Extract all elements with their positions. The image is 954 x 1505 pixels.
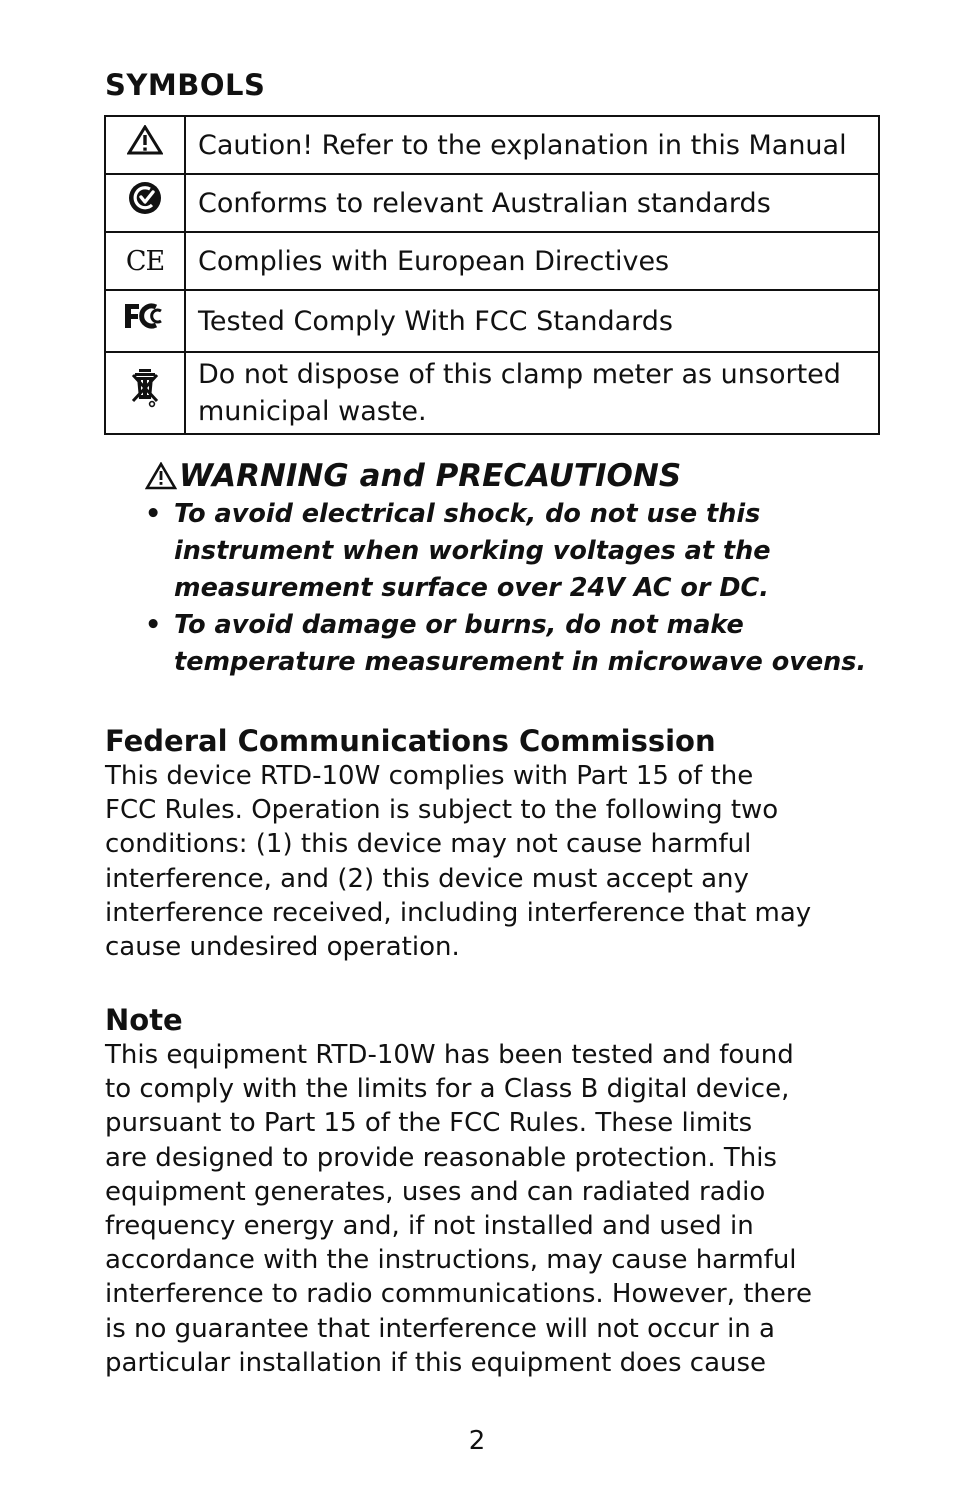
warning-title [145,458,885,494]
text-line: is no guarantee that interference will not occur in a [105,1313,775,1344]
fcc-heading: Federal Communications Commission [105,724,716,758]
text-line: cause undesired operation. [105,932,460,963]
symbols-heading: SYMBOLS [105,68,266,102]
symbols-table [104,115,880,435]
symbol-cell [105,290,185,352]
ce-mark-icon: CE [125,245,165,277]
text-line: This equipment RTD-10W has been tested and found [105,1040,794,1070]
symbol-cell [105,116,185,174]
bullet: • [145,499,162,529]
text-line: interference to radio communications. However, there [105,1279,813,1310]
text-line: interference, and (2) this device must accept any [105,863,749,894]
fcc-paragraph [105,759,845,964]
symbol-row [105,174,879,232]
text-line: pursuant to Part 15 of the FCC Rules. These limits [105,1108,753,1139]
symbol-row [105,290,879,352]
text-line: to comply with the limits for a Class B digital device, [105,1074,790,1105]
symbol-description: Conforms to relevant Australian standards [185,174,879,232]
warning-section [145,458,885,681]
list-item [145,607,885,681]
caution-triangle-icon [127,125,163,155]
c-tick-icon [128,181,162,215]
text-line: are designed to provide reasonable protection. This [105,1142,777,1173]
crossed-bin-icon [130,367,160,409]
symbol-row [105,116,879,174]
text-line: interference received, including interference that may [105,897,812,928]
warning-item-text: To avoid electrical shock, do not use this instrument when working voltages at the measurement surface over 24V AC or DC. [174,499,771,603]
warning-title-text: WARNING and PRECAUTIONS [179,458,682,494]
note-heading: Note [105,1003,183,1037]
note-section [105,1002,845,1380]
symbol-description: Do not dispose of this clamp meter as unsorted municipal waste. [185,352,879,434]
warning-item-text: To avoid damage or burns, do not make temperature measurement in microwave ovens. [174,610,867,677]
symbol-description: Complies with European Directives [185,232,879,290]
page-number: 2 [468,1426,486,1456]
note-paragraph [105,1038,845,1380]
text-line: conditions: (1) this device may not cause harmful [105,829,752,860]
symbol-cell [105,174,185,232]
symbol-description: Tested Comply With FCC Standards [185,290,879,352]
symbol-cell [105,232,185,290]
warning-list [145,496,885,681]
text-line: frequency energy and, if not installed and used in [105,1211,754,1242]
text-line: This device RTD-10W complies with Part 15 of the [105,761,754,791]
fcc-logo-icon [123,301,167,331]
bullet: • [145,610,162,640]
text-line: particular installation if this equipment does cause [105,1347,767,1378]
symbol-row [105,232,879,290]
text-line: accordance with the instructions, may cause harmful [105,1245,797,1276]
symbol-description: Caution! Refer to the explanation in this Manual [185,116,879,174]
text-line: FCC Rules. Operation is subject to the following two [105,795,779,826]
text-line: equipment generates, uses and can radiated radio [105,1176,766,1207]
caution-triangle-icon [145,462,177,490]
symbol-row [105,352,879,434]
fcc-section [105,723,845,964]
list-item [145,496,885,607]
symbol-cell [105,352,185,434]
